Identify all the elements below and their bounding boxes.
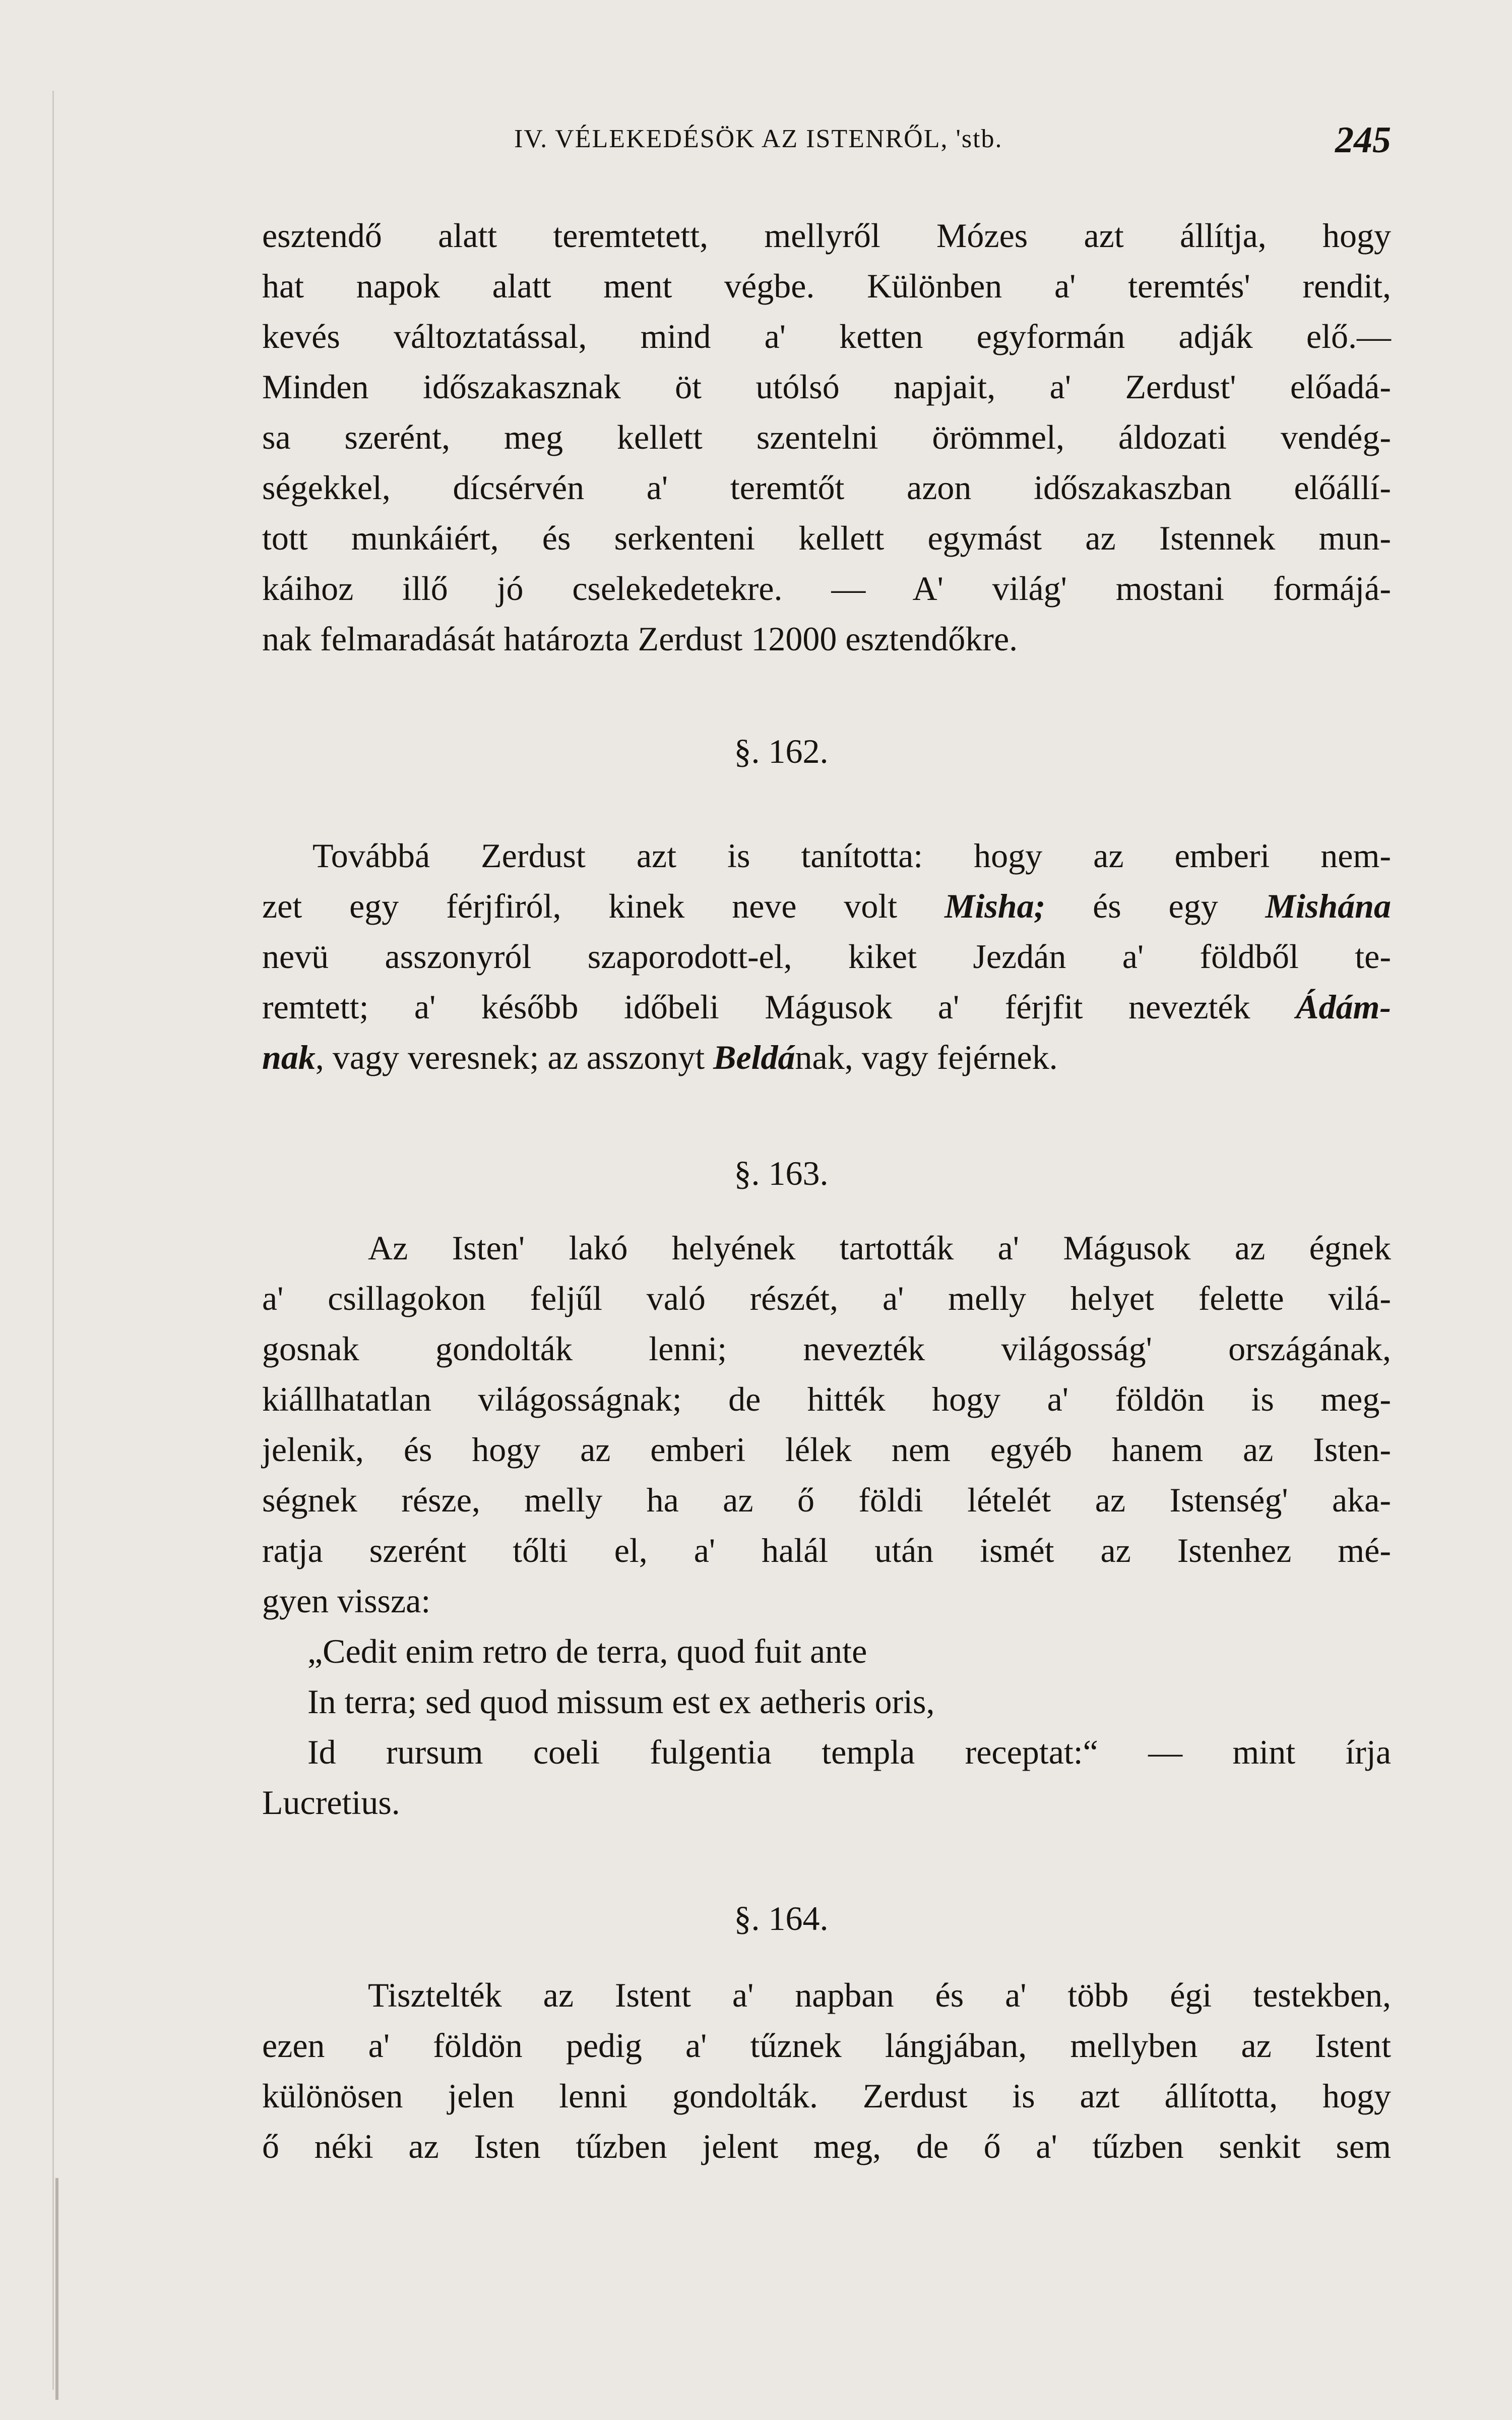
running-head: IV. VÉLEKEDÉSÖK AZ ISTENRŐL, 'stb. [514,125,1003,153]
text-line: ségnek része, melly ha az ő földi lételét az Istenség' aka- [262,1481,1391,1519]
page-edge-shadow-lower [55,2178,58,2400]
text-line: a' csillagokon feljűl való részét, a' melly helyet felette vilá- [262,1279,1391,1317]
text-line: ratja szerént tőlti el, a' halál után ismét az Istenhez mé- [262,1531,1391,1569]
name-adam-end: nak [262,1038,316,1076]
text-line: ségekkel, dícsérvén a' teremtőt azon időszakaszban előállí- [262,468,1391,507]
text-line: jelenik, és hogy az emberi lélek nem egyéb hanem az Isten- [262,1430,1391,1469]
page-number: 245 [1335,119,1391,161]
text-line: nak felmaradását határozta Zerdust 12000 esztendőkre. [262,620,1018,658]
text-line: tott munkáiért, és serkenteni kellett egymást az Istennek mun- [262,519,1391,557]
text-line: gosnak gondolták lenni; nevezték világosság' országának, [262,1329,1391,1368]
text-line: nevü asszonyról szaporodott-el, kiket Jezdán a' földből te- [262,937,1391,976]
verse-line: „Cedit enim retro de terra, quod fuit ante [307,1632,867,1670]
text-line: esztendő alatt teremtetett, mellyről Mózes azt állítja, hogy [262,216,1391,255]
text-line: zet egy férjfiról, kinek neve volt Misha; és egy Mishána [262,887,1391,925]
page-header [262,119,1391,169]
section-heading-163: §. 163. [734,1154,829,1192]
name-adam: Ádám- [1296,988,1391,1026]
text-line: nak, vagy veresnek; az asszonyt Beldának, vagy fejérnek. [262,1038,1058,1076]
name-mishana: Mishána [1265,887,1391,925]
text-line: sa szerént, meg kellett szentelni örömmel, áldozati vendég- [262,418,1391,456]
text-line: Minden időszakasznak öt utólsó napjait, a' Zerdust' előadá- [262,368,1391,406]
section-heading-164: §. 164. [734,1899,829,1938]
section-heading-162: §. 162. [734,732,829,770]
text-line: ő néki az Isten tűzben jelent meg, de ő a' tűzben senkit sem [262,2127,1391,2165]
text-line: kiállhatatlan világosságnak; de hitték hogy a' földön is meg- [262,1380,1391,1418]
text-line: káihoz illő jó cselekedetekre. — A' világ' mostani formájá- [262,569,1391,608]
text-line: gyen vissza: [262,1582,431,1620]
verse-line: Id rursum coeli fulgentia templa receptat:“ — mint írja [307,1733,1391,1771]
text-line: különösen jelen lenni gondolták. Zerdust is azt állította, hogy [262,2077,1391,2115]
text-line: Az Isten' lakó helyének tartották a' Mágusok az égnek [368,1229,1391,1267]
verse-attribution: Lucretius. [262,1783,400,1822]
text-line: ezen a' földön pedig a' tűznek lángjában, mellyben az Istent [262,2026,1391,2065]
verse-line: In terra; sed quod missum est ex aetheris oris, [307,1682,935,1721]
name-misha: Misha; [944,887,1046,925]
text-line: kevés változtatással, mind a' ketten egyformán adják elő.— [262,317,1391,355]
page-edge-shadow [52,91,54,2390]
name-belda: Beldá [713,1038,795,1076]
text-line: remtett; a' később időbeli Mágusok a' férjfit nevezték Ádám- [262,988,1391,1026]
text-line: hat napok alatt ment végbe. Különben a' teremtés' rendit, [262,267,1391,305]
text-line: Továbbá Zerdust azt is tanította: hogy az emberi nem- [312,836,1391,875]
text-line: Tisztelték az Istent a' napban és a' több égi testekben, [368,1976,1391,2014]
